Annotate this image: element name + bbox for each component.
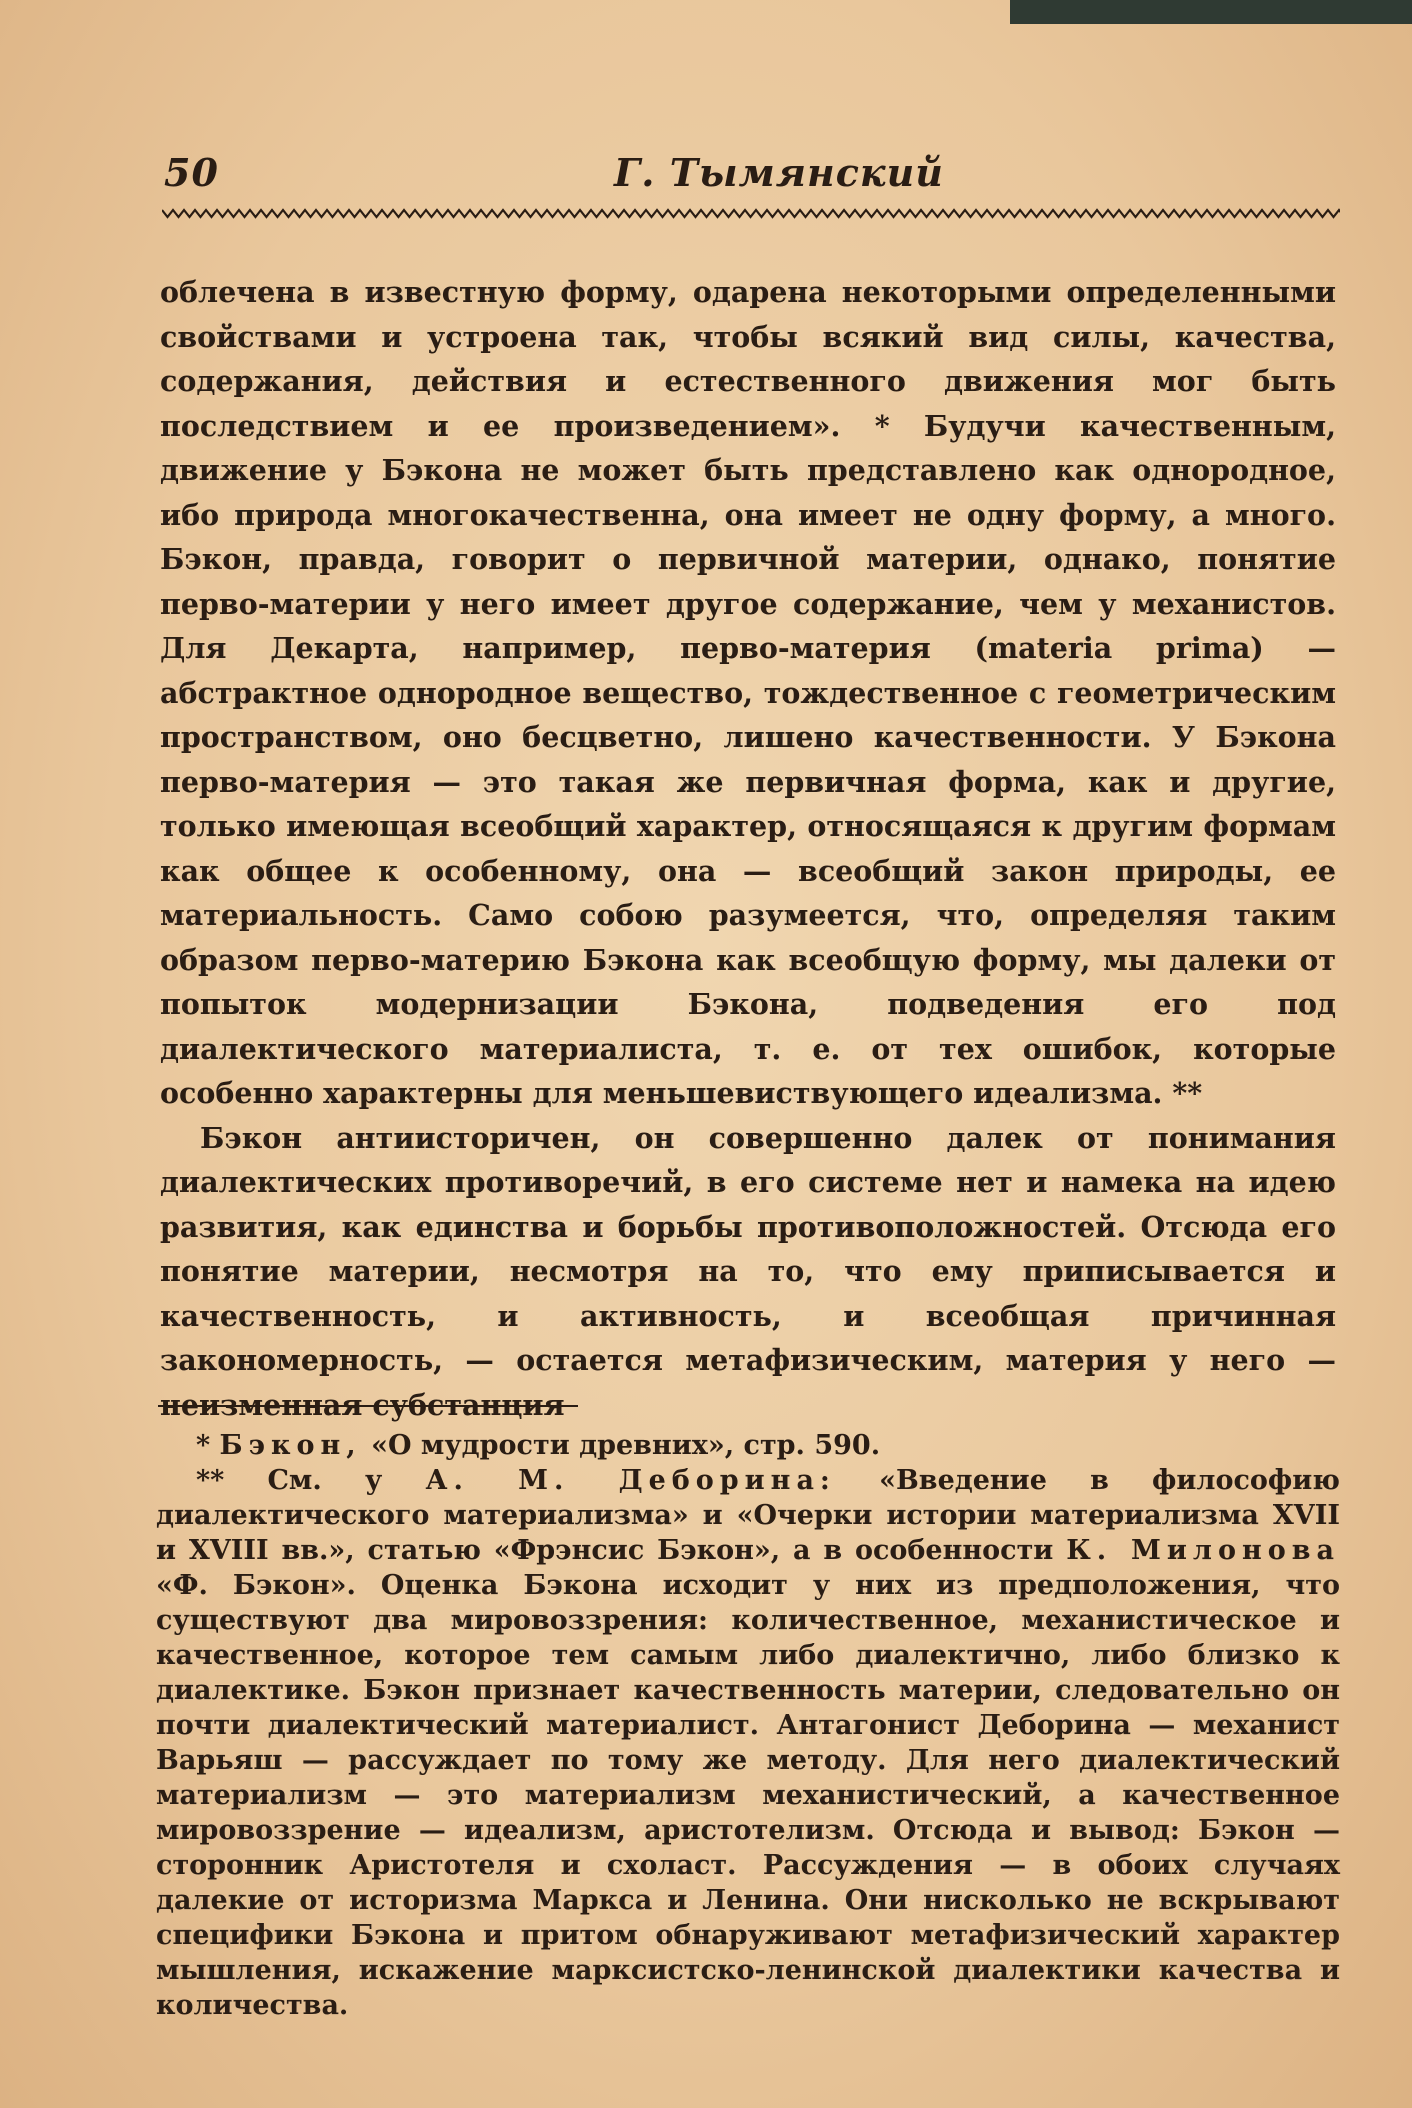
footnote-marker: * <box>196 1430 220 1461</box>
footnote-text: «Ф. Бэкон». Оценка Бэкона исходит у них из предположения, что существуют два мировоззрения: количественное, механистическое и качественное, которое тем самым либо диалектично, либо близко к диалектике. Бэкон признает качественность материи, следовательно он почти диалектический материалист. Антагонист Деборина — механист Варьяш — рассуждает по тому же методу. Для него диалектический материализм — это материализм механистический, а качественное мировоззрение — идеализм, аристотелизм. Отсюда и вывод: Бэкон — сторонник Аристотеля и схоласт. Рассуждения — в обоих случаях далекие от историзма Маркса и Ленина. Они нисколько не вскрывают специфики Бэкона и притом обнаруживают метафизический характер мышления, искажение марксистско-ленинской диалектики качества и количества. <box>156 1570 1340 2021</box>
footnote-separator <box>158 1405 578 1407</box>
footnote-text: «О мудрости древних», стр. 590. <box>361 1430 881 1461</box>
footnote-author: Бэкон, <box>219 1430 362 1461</box>
footnote-text: «Введение в философию диалектического материализма» и «Очерки истории материализма XVII и XVIII вв.», статью «Фрэнсис Бэкон», а в особенности <box>156 1465 1340 1566</box>
wavy-divider <box>162 206 1340 220</box>
footnote-author: А. М. Деборина: <box>425 1465 836 1496</box>
main-text <box>160 270 1336 1427</box>
body-paragraph: Бэкон антиисторичен, он совершенно далек от понимания диалектических противоречий, в его системе нет и намека на идею развития, как единства и борьбы противоположностей. Отсюда его понятие материи, несмотря на то, что ему приписывается и качественность, и активность, и всеобщая причинная закономерность, — остается метафизическим, материя у него — неизменная субстанция <box>160 1120 1336 1422</box>
footnote-author: К. Милонова <box>1066 1535 1340 1566</box>
footnote-1 <box>156 1428 1340 1463</box>
page-header <box>164 150 1342 206</box>
footnote-2 <box>156 1463 1340 2023</box>
page-number: 50 <box>164 150 219 195</box>
footnote-marker: ** См. у <box>196 1465 426 1496</box>
footnotes <box>156 1428 1340 2023</box>
scan-edge-strip <box>1010 0 1412 24</box>
body-paragraph: облечена в известную форму, одарена некоторыми определенными свойствами и устроена так, чтобы всякий вид силы, качества, содержания, действия и естественного движения мог быть последствием и ее произведением». * Будучи качественным, движение у Бэкона не может быть представлено как однородное, ибо природа многокачественна, она имеет не одну форму, а много. Бэкон, правда, говорит о первичной материи, однако, понятие перво-материи у него имеет другое содержание, чем у механистов. Для Декарта, например, перво-материя (materia prima) — абстрактное однородное вещество, тождественное с геометрическим пространством, оно бесцветно, лишено качественности. У Бэкона перво-материя — это такая же первичная форма, как и другие, только имеющая всеобщий характер, относящаяся к другим формам как общее к особенному, она — всеобщий закон природы, ее материальность. Само собою разумеется, что, определяя таким образом перво-материю Бэкона как всеобщую форму, мы далеки от попыток модернизации Бэкона, подведения его под диалектического материалиста, т. е. от тех ошибок, которые особенно характерны для меньшевиствующего идеализма. ** <box>160 275 1336 1110</box>
running-title: Г. Тымянский <box>614 150 944 195</box>
